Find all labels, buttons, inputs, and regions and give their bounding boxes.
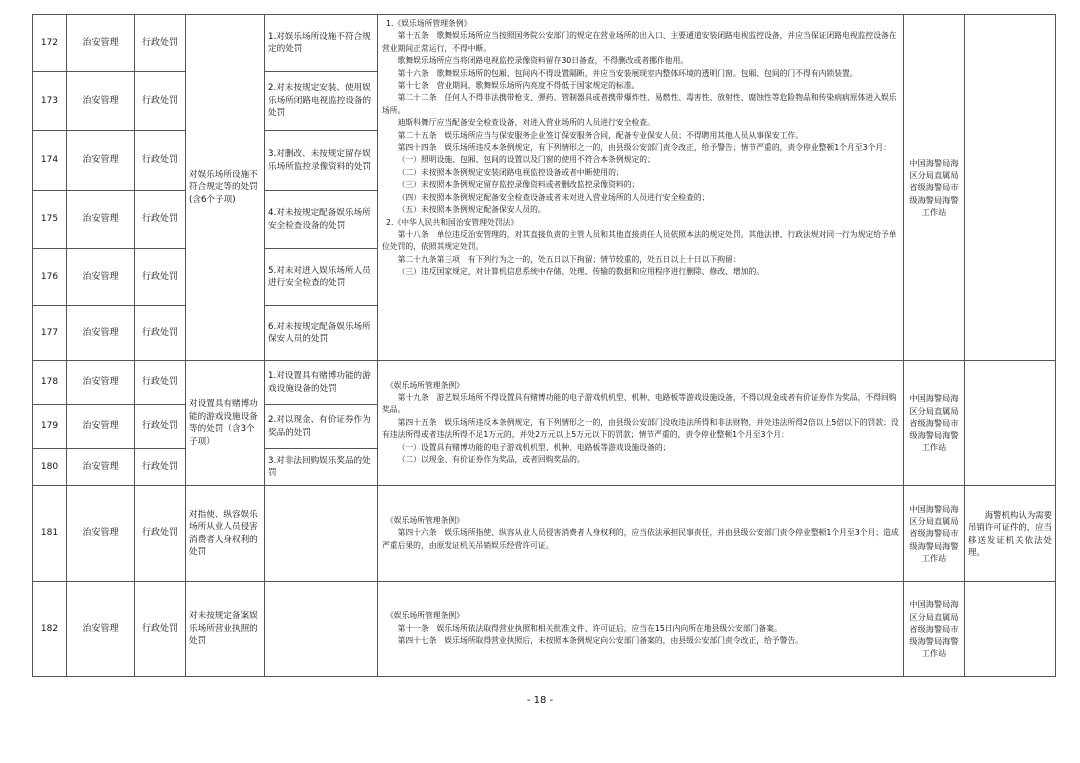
basis-line: 2.《中华人民共和国治安管理处罚法》 <box>386 217 519 227</box>
legal-basis-cell <box>378 15 904 361</box>
category-cell: 治安管理 <box>67 306 135 361</box>
remarks-cell <box>965 582 1056 677</box>
row-number: 182 <box>33 582 67 677</box>
power-type-cell: 行政处罚 <box>135 361 186 405</box>
category-cell: 治安管理 <box>67 486 135 582</box>
basis-line: （三）未按照本条例规定留存监控录像资料或者删改监控录像资料的； <box>397 180 640 190</box>
table-row <box>33 486 1056 582</box>
category-cell: 治安管理 <box>67 405 135 449</box>
power-type-cell: 行政处罚 <box>135 15 186 72</box>
category-cell: 治安管理 <box>67 361 135 405</box>
enforcement-unit-cell: 中国海警局海区分局直属局省级海警局市级海警局海警工作站 <box>904 361 965 486</box>
basis-line: 迪斯科舞厅应当配备安全检查设备，对进入营业场所的人员进行安全检查。 <box>397 118 655 128</box>
basis-line: 《娱乐场所管理条例》 <box>386 611 464 621</box>
category-cell: 治安管理 <box>67 131 135 191</box>
row-number: 176 <box>33 249 67 306</box>
power-list-table <box>32 14 1056 677</box>
remarks-cell <box>965 361 1056 486</box>
category-cell: 治安管理 <box>67 582 135 677</box>
subitem-cell <box>265 582 378 677</box>
row-number: 172 <box>33 15 67 72</box>
subitem-cell: 1.对娱乐场所设施不符合规定的处罚 <box>265 15 378 72</box>
subitem-cell: 4.对未按规定配备娱乐场所安全检查设备的处罚 <box>265 191 378 249</box>
subitem-cell: 2.对未按规定安装、使用娱乐场所闭路电视监控设备的处罚 <box>265 72 378 131</box>
basis-line: 第十九条 游艺娱乐场所不得设置具有赌博功能的电子游戏机机型、机种、电路板等游戏设施设备，不得以现金或者有价证券作为奖品，不得回购奖品。 <box>382 392 897 415</box>
subitem-cell: 2.对以现金、有价证券作为奖品的处罚 <box>265 405 378 449</box>
subitem-cell: 3.对删改、未按规定留存娱乐场所监控录像资料的处罚 <box>265 131 378 191</box>
row-number: 179 <box>33 405 67 449</box>
basis-line: 《娱乐场所管理条例》 <box>386 380 464 390</box>
legal-basis-cell <box>378 361 904 486</box>
basis-line: 第二十九条第三项 有下列行为之一的，处五日以下拘留；情节较重的，处五日以上十日以下拘留： <box>397 254 741 264</box>
basis-line: 第二十五条 娱乐场所应当与保安服务企业签订保安服务合同，配备专业保安人员；不得聘用其他人员从事保安工作。 <box>397 130 804 140</box>
basis-line: （一）设置具有赌博功能的电子游戏机机型、机种、电路板等游戏设施设备的； <box>397 442 671 452</box>
power-type-cell: 行政处罚 <box>135 405 186 449</box>
remarks-cell <box>965 15 1056 361</box>
row-number: 173 <box>33 72 67 131</box>
item-name-cell: 对指使、纵容娱乐场所从业人员侵害消费者人身权利的处罚 <box>186 486 265 582</box>
table-row <box>33 361 1056 405</box>
category-cell: 治安管理 <box>67 191 135 249</box>
basis-line: 第十六条 歌舞娱乐场所的包厢、包间内不得设置隔断，并应当安装展现室内整体环境的透明门窗。包厢、包间的门不得有内锁装置。 <box>397 68 858 78</box>
table-row <box>33 15 1056 72</box>
basis-line: 第十一条 娱乐场所依法取得营业执照和相关批准文件、许可证后，应当在15日内向所在地县级公安部门备案。 <box>397 623 782 633</box>
power-type-cell: 行政处罚 <box>135 249 186 306</box>
remark-text: 海警机构认为需要吊销许可证件的，应当移送发证机关依法处理。 <box>968 509 1052 557</box>
row-number: 175 <box>33 191 67 249</box>
category-cell: 治安管理 <box>67 249 135 306</box>
subitem-cell: 6.对未按规定配备娱乐场所保安人员的处罚 <box>265 306 378 361</box>
legal-basis-cell <box>378 582 904 677</box>
subitem-cell: 5.对未对进入娱乐场所人员进行安全检查的处罚 <box>265 249 378 306</box>
basis-line: 第四十五条 娱乐场所违反本条例规定，有下列情形之一的，由县级公安部门没收违法所得和非法财物，并处违法所得2倍以上5倍以下的罚款；没有违法所得或者违法所得不足1万元的，并处2万元以上5万元以下的罚款；情节严重的，责令停业整顿1个月至3个月： <box>382 417 899 440</box>
category-cell: 治安管理 <box>67 449 135 486</box>
enforcement-unit-cell: 中国海警局海区分局直属局省级海警局市级海警局海警工作站 <box>904 15 965 361</box>
basis-line: （二）未按照本条例规定安装闭路电视监控设备或者中断使用的； <box>397 167 624 177</box>
power-type-cell: 行政处罚 <box>135 131 186 191</box>
basis-line: （二）以现金、有价证券作为奖品，或者回购奖品的。 <box>397 455 585 465</box>
power-type-cell: 行政处罚 <box>135 486 186 582</box>
basis-line: 第十五条 歌舞娱乐场所应当按照国务院公安部门的规定在营业场所的出入口、主要通道安装闭路电视监控设备，并应当保证闭路电视监控设备在营业期间正常运行，不得中断。 <box>382 31 897 53</box>
row-number: 181 <box>33 486 67 582</box>
subitem-cell: 3.对非法回购娱乐奖品的处罚 <box>265 449 378 486</box>
power-type-cell: 行政处罚 <box>135 72 186 131</box>
enforcement-unit-cell: 中国海警局海区分局直属局省级海警局市级海警局海警工作站 <box>904 486 965 582</box>
page-number: - 18 - <box>526 695 554 706</box>
legal-basis-cell <box>378 486 904 582</box>
power-type-cell: 行政处罚 <box>135 306 186 361</box>
remarks-cell <box>965 486 1056 582</box>
row-number: 180 <box>33 449 67 486</box>
row-number: 174 <box>33 131 67 191</box>
item-name-cell: 对设置具有赌博功能的游戏设施设备等的处罚（含3个子项） <box>186 361 265 486</box>
item-name-cell: 对未按规定备案娱乐场所营业执照的处罚 <box>186 582 265 677</box>
category-cell: 治安管理 <box>67 15 135 72</box>
basis-line: （五）未按照本条例规定配备保安人员的。 <box>397 205 546 215</box>
basis-line: 1.《娱乐场所管理条例》 <box>386 19 472 28</box>
basis-line: 第十七条 营业期间，歌舞娱乐场所内亮度不得低于国家规定的标准。 <box>397 81 640 91</box>
basis-line: 歌舞娱乐场所应当将闭路电视监控录像资料留存30日备查，不得删改或者挪作他用。 <box>397 56 689 66</box>
basis-line: （三）违反国家规定，对计算机信息系统中存储、处理、传输的数据和应用程序进行删除、修改、增加的。 <box>397 267 765 277</box>
basis-line: 《娱乐场所管理条例》 <box>386 515 464 525</box>
basis-line: 第四十四条 娱乐场所违反本条例规定，有下列情形之一的，由县级公安部门责令改正，给予警告；情节严重的，责令停业整顿1个月至3个月： <box>397 143 891 153</box>
table-row <box>33 582 1056 677</box>
item-name-cell: 对娱乐场所设施不符合规定等的处罚(含6个子项) <box>186 15 265 361</box>
power-type-cell: 行政处罚 <box>135 449 186 486</box>
category-cell: 治安管理 <box>67 72 135 131</box>
basis-line: 第四十六条 娱乐场所指使、纵容从业人员侵害消费者人身权利的，应当依法承担民事责任，并由县级公安部门责令停业整顿1个月至3个月；造成严重后果的，由原发证机关吊销娱乐经营许可证。 <box>382 528 899 550</box>
basis-line: （一）照明设施、包厢、包间的设置以及门窗的使用不符合本条例规定的； <box>397 155 655 165</box>
basis-line: 第四十七条 娱乐场所取得营业执照后，未按照本条例规定向公安部门备案的，由县级公安部门责令改正，给予警告。 <box>397 636 804 646</box>
power-type-cell: 行政处罚 <box>135 191 186 249</box>
enforcement-unit-cell: 中国海警局海区分局直属局省级海警局市级海警局海警工作站 <box>904 582 965 677</box>
power-type-cell: 行政处罚 <box>135 582 186 677</box>
row-number: 177 <box>33 306 67 361</box>
basis-line: 第十八条 单位违反治安管理的，对其直接负责的主管人员和其他直接责任人员依照本法的规定处罚。其他法律、行政法规对同一行为规定给予单位处罚的，依照其规定处罚。 <box>382 229 897 252</box>
subitem-cell <box>265 486 378 582</box>
row-number: 178 <box>33 361 67 405</box>
basis-line: （四）未按照本条例规定配备安全检查设备或者未对进入营业场所的人员进行安全检查的； <box>397 192 710 202</box>
subitem-cell: 1.对设置具有赌博功能的游戏设施设备的处罚 <box>265 361 378 405</box>
basis-line: 第二十二条 任何人不得非法携带枪支、弹药、管制器具或者携带爆炸性、易燃性、毒害性、放射性、腐蚀性等危险物品和传染病病原体进入娱乐场所。 <box>382 93 897 115</box>
